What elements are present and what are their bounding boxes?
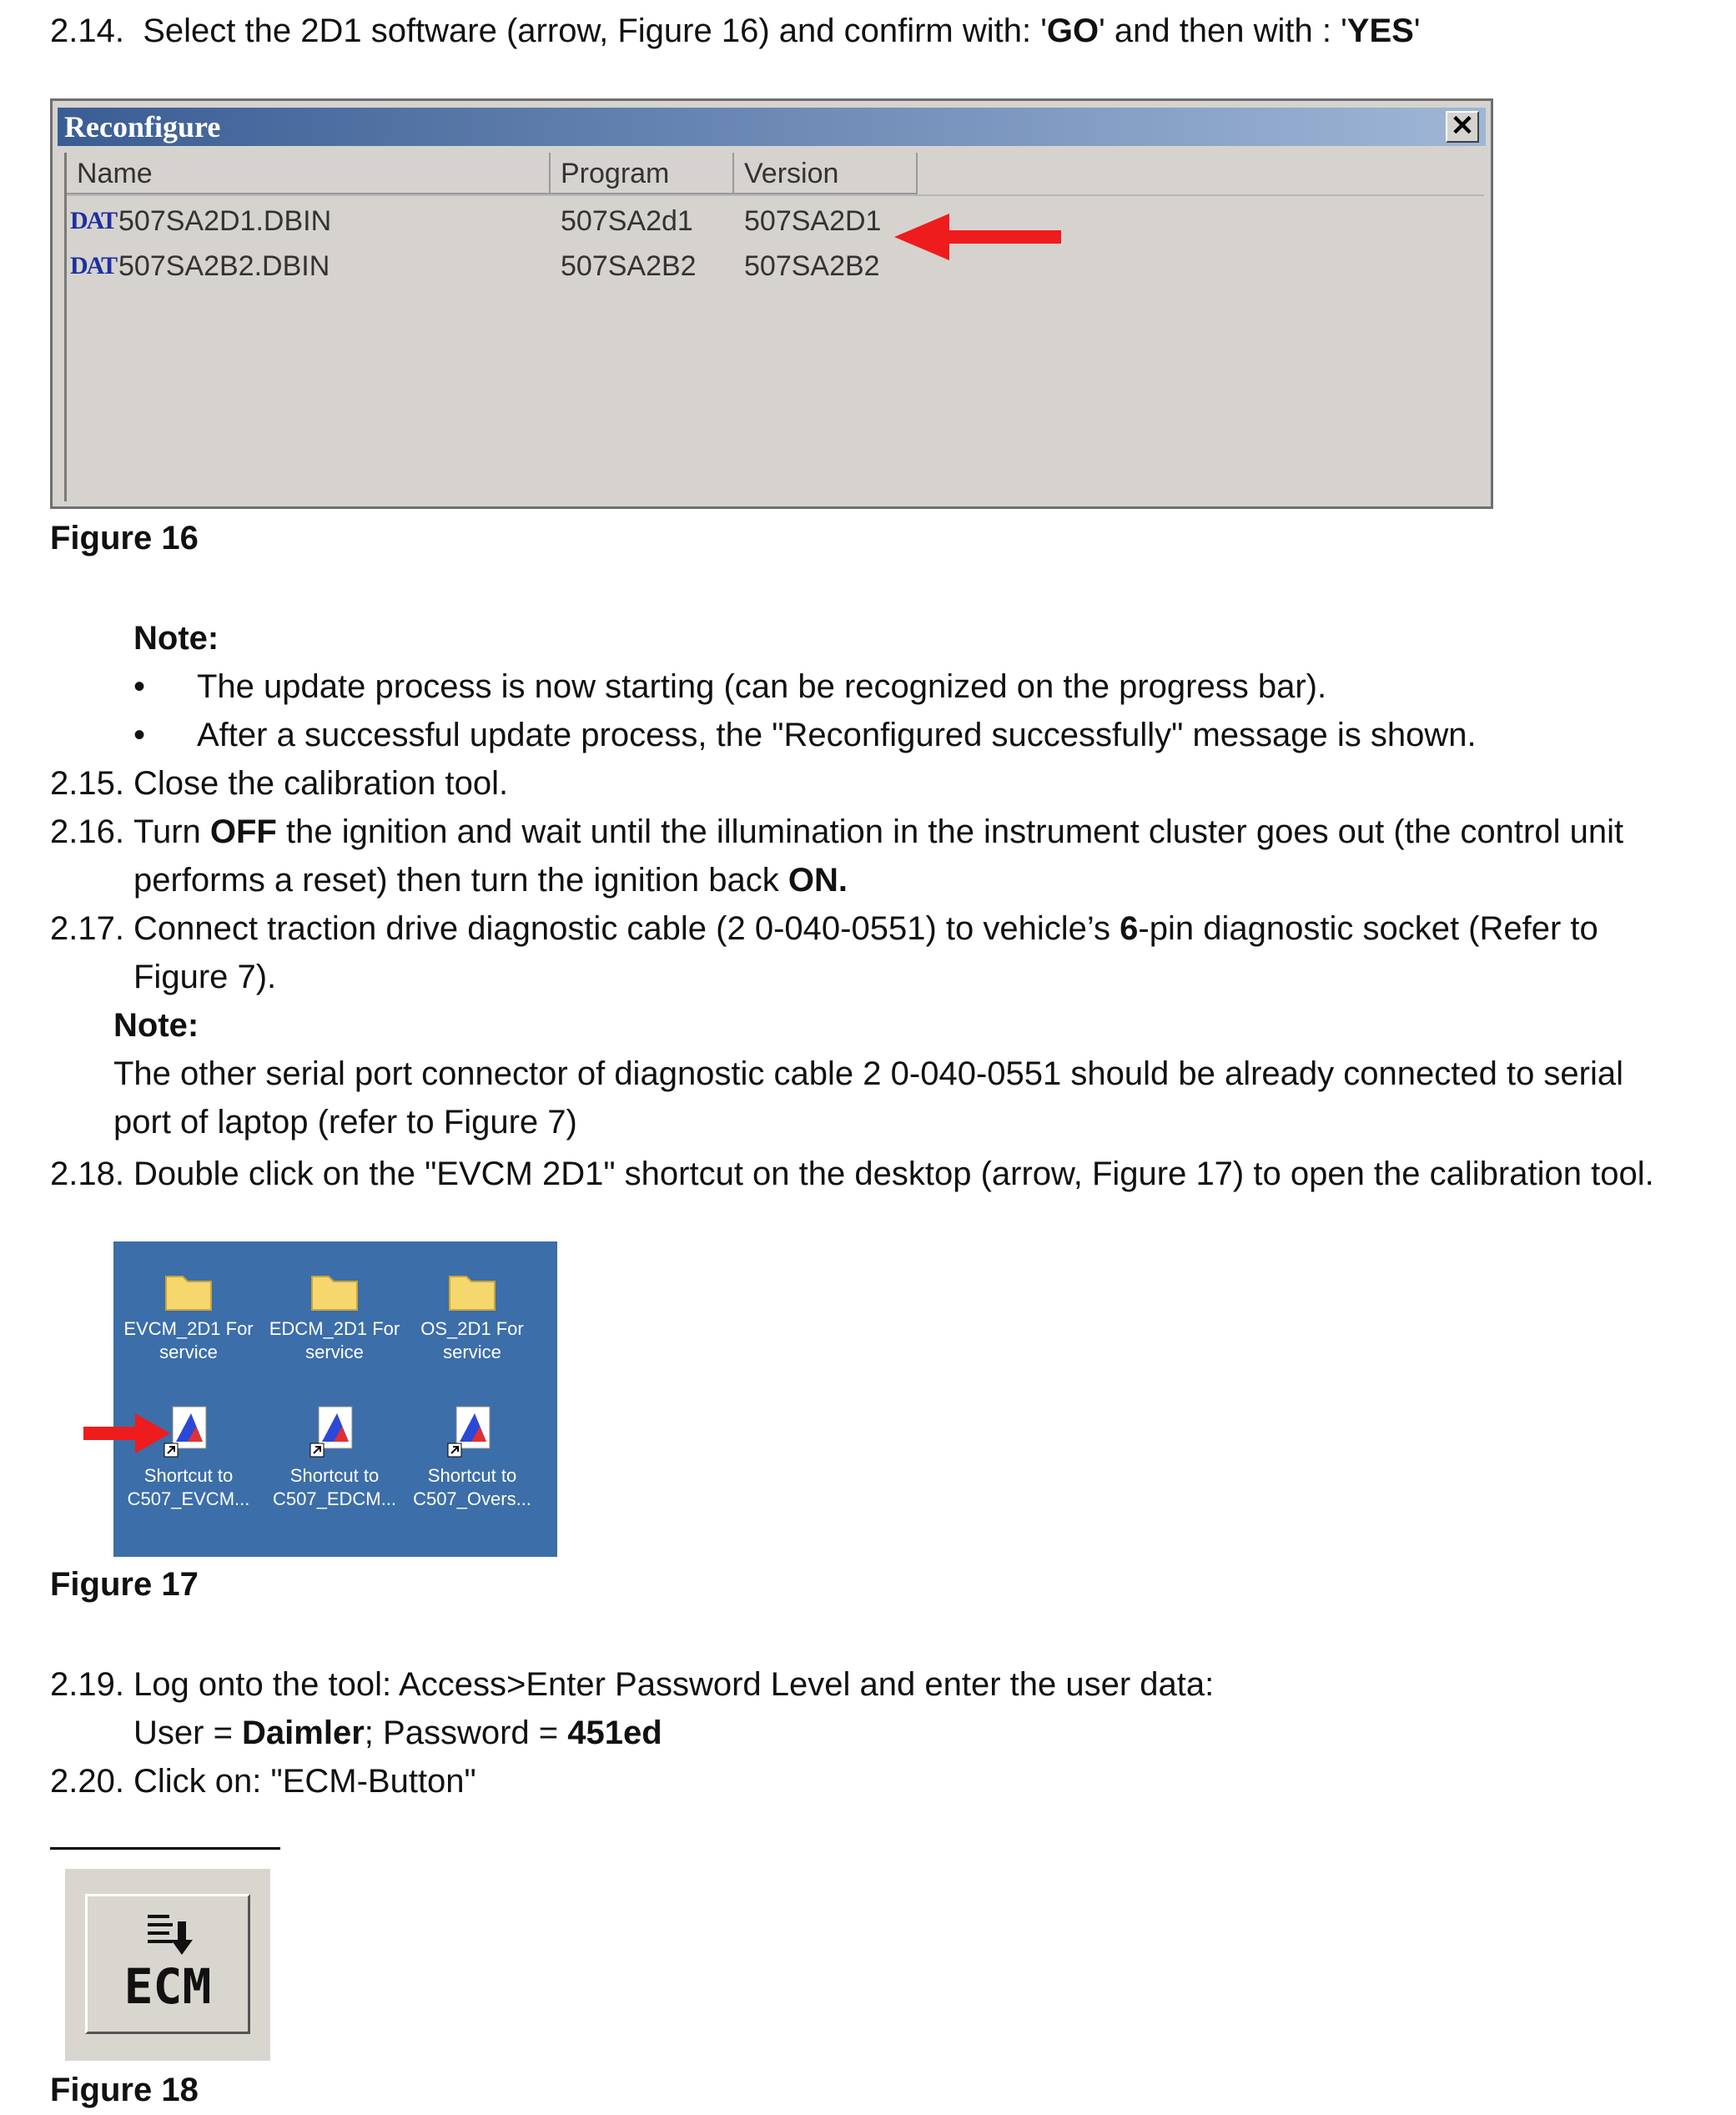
step-2-19: 2.19. Log onto the tool: Access>Enter Password Level and enter the user data: [50, 1666, 1215, 1703]
user-credentials: User = Daimler; Password = 451ed [133, 1715, 662, 1751]
note-label: Note: [113, 1007, 199, 1044]
row-version: 507SA2B2 [744, 250, 880, 282]
folder-edcm[interactable] [264, 1266, 405, 1364]
file-list [64, 153, 1484, 501]
folder-label: OS_2D1 For service [420, 1318, 524, 1362]
figure-16-caption: Figure 16 [50, 520, 199, 556]
header-divider [67, 194, 1484, 196]
step-2-14: 2.14. Select the 2D1 software (arrow, Figure 16) and confirm with: 'GO' and then with : 'YES' [50, 13, 1421, 49]
desktop-screenshot [113, 1241, 557, 1557]
table-row[interactable] [67, 244, 984, 288]
ecm-button[interactable] [85, 1894, 250, 2034]
red-arrow-icon [83, 1413, 170, 1453]
dialog-titlebar [58, 108, 1486, 146]
ecm-label: ECM [123, 1958, 212, 2015]
shortcut-label: Shortcut to C507_EVCM... [127, 1465, 250, 1509]
step-2-18: 2.18. Double click on the "EVCM 2D1" shortcut on the desktop (arrow, Figure 17) to open the calibration tool. [50, 1156, 1654, 1192]
row-program: 507SA2d1 [561, 205, 693, 237]
note-text: port of laptop (refer to Figure 7) [113, 1104, 577, 1141]
row-name: 507SA2B2.DBIN [118, 250, 330, 282]
red-arrow-icon [894, 214, 1061, 260]
bullet-icon: • [133, 717, 146, 753]
shortcut-edcm[interactable] [264, 1405, 405, 1511]
folder-icon [163, 1266, 214, 1313]
dialog-title: Reconfigure [64, 110, 221, 144]
reconfigure-dialog [50, 98, 1493, 509]
column-header-name[interactable]: Name [67, 153, 551, 194]
step-2-15: 2.15. Close the calibration tool. [50, 765, 509, 802]
folder-evcm[interactable] [118, 1266, 259, 1364]
step-2-16-cont: performs a reset) then turn the ignition back ON. [133, 862, 848, 899]
shortcut-label: Shortcut to C507_Overs... [413, 1465, 531, 1509]
note-label: Note: [133, 620, 219, 657]
dat-file-icon: DAT [70, 207, 117, 234]
folder-label: EDCM_2D1 For service [269, 1318, 400, 1362]
shortcut-overs[interactable] [401, 1405, 543, 1511]
step-2-20: 2.20. Click on: "ECM-Button" [50, 1763, 476, 1800]
folder-icon [309, 1266, 360, 1313]
step-2-17-cont: Figure 7). [133, 959, 277, 995]
row-program: 507SA2B2 [561, 250, 697, 282]
figure-18-caption: Figure 18 [50, 2072, 199, 2108]
folder-os[interactable] [401, 1266, 543, 1364]
column-header-program[interactable]: Program [551, 153, 734, 194]
dat-file-icon: DAT [70, 252, 117, 279]
column-header-version[interactable]: Version [734, 153, 918, 194]
note-bullet: After a successful update process, the "Reconfigured successfully" message is shown. [197, 717, 1477, 753]
shortcut-app-icon [163, 1405, 214, 1460]
step-2-16: 2.16. Turn OFF the ignition and wait until the illumination in the instrument cluster goes out (the control unit [50, 813, 1624, 850]
shortcut-label: Shortcut to C507_EDCM... [273, 1465, 396, 1509]
note-text: The other serial port connector of diagnostic cable 2 0-040-0551 should be already connected to serial [113, 1055, 1624, 1092]
figure-17-caption: Figure 17 [50, 1566, 199, 1603]
document-arrow-icon [146, 1910, 196, 1956]
row-name: 507SA2D1.DBIN [118, 205, 332, 237]
folder-label: EVCM_2D1 For service [123, 1318, 254, 1362]
shortcut-app-icon [446, 1405, 498, 1460]
folder-icon [446, 1266, 498, 1313]
close-icon[interactable]: ✕ [1446, 111, 1479, 143]
step-2-17: 2.17. Connect traction drive diagnostic cable (2 0-040-0551) to vehicle’s 6-pin diagnostic socket (Refer to [50, 910, 1598, 947]
table-row[interactable] [67, 199, 984, 243]
shortcut-app-icon [309, 1405, 360, 1460]
bullet-icon: • [133, 668, 146, 705]
horizontal-rule [50, 1847, 280, 1850]
ecm-button-screenshot [65, 1869, 270, 2061]
row-version: 507SA2D1 [744, 205, 882, 237]
note-bullet: The update process is now starting (can be recognized on the progress bar). [197, 668, 1327, 705]
